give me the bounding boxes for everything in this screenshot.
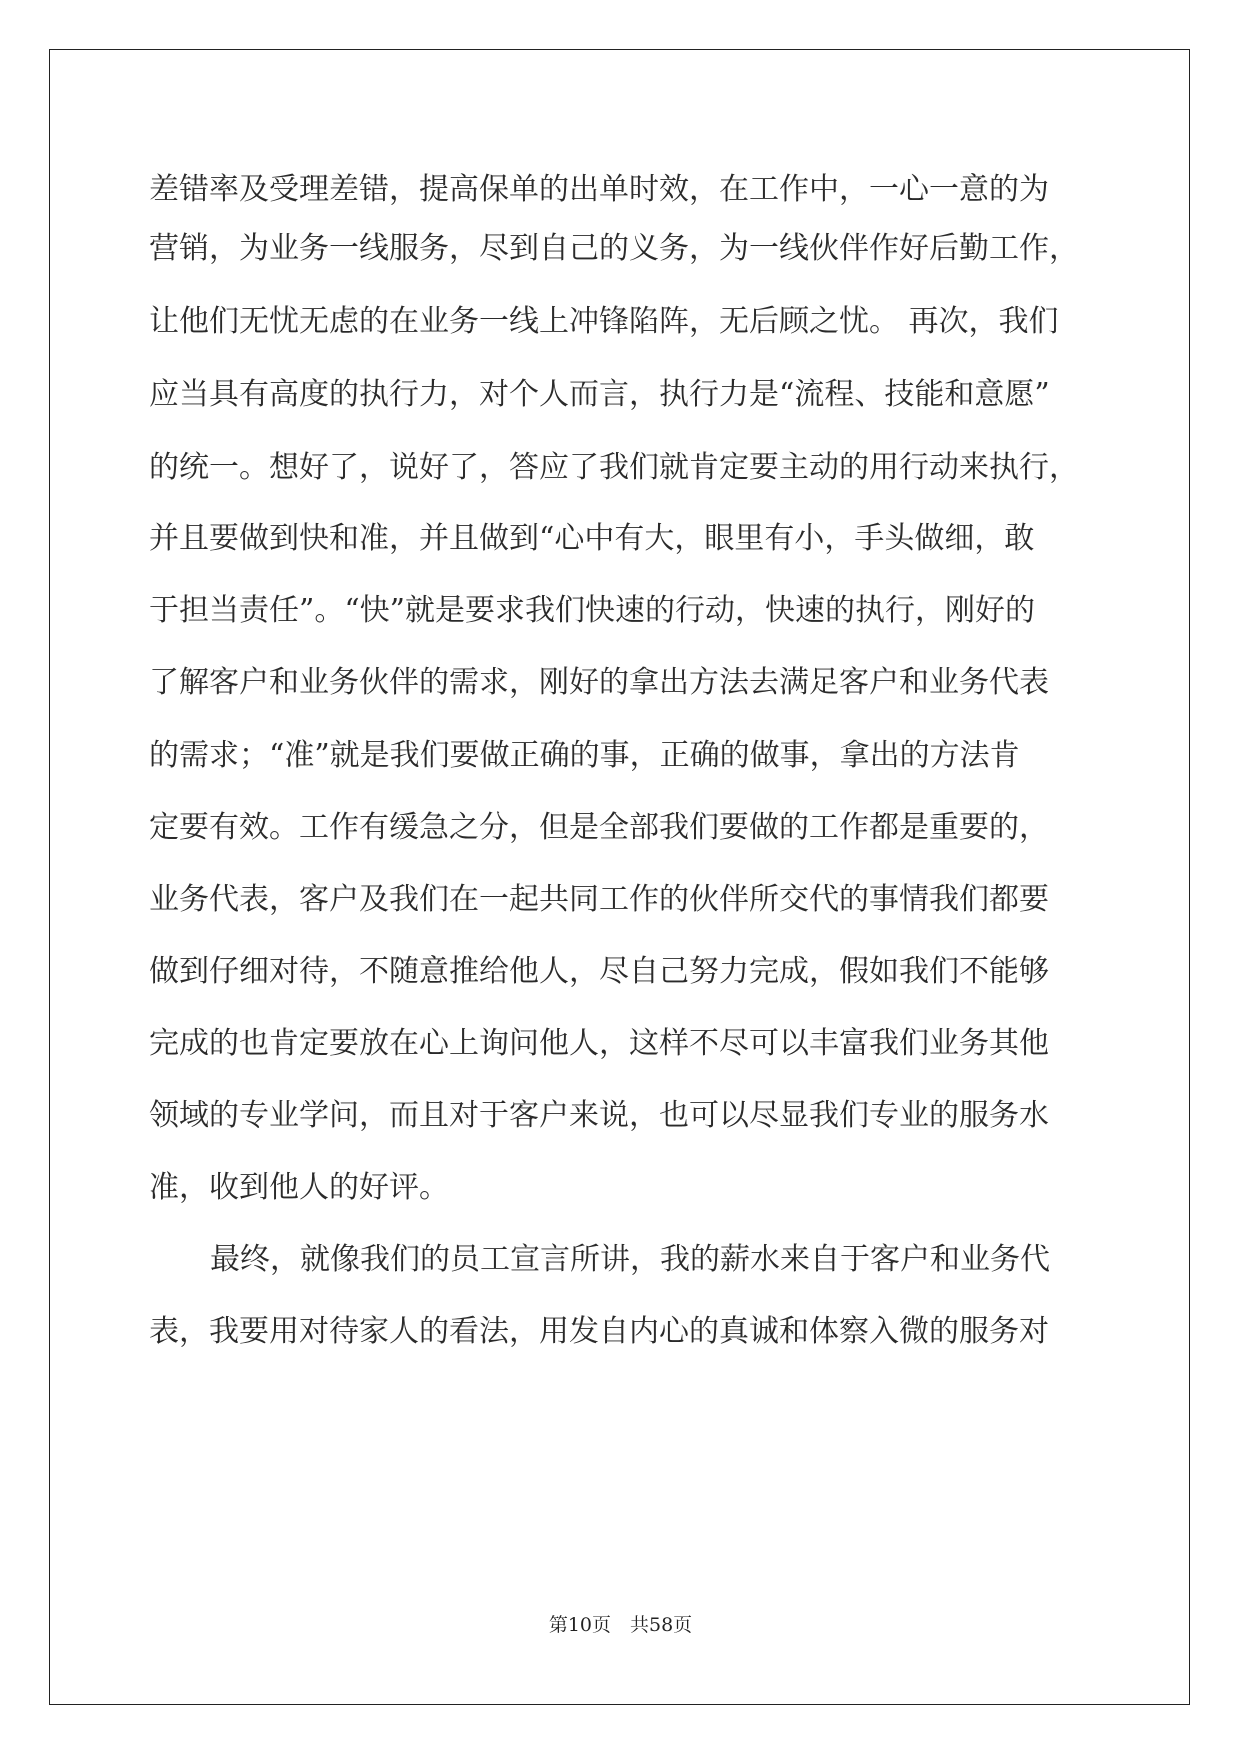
body-text-line: 表，我要用对待家人的看法，用发自内心的真诚和体察入微的服务对: [149, 1314, 1049, 1349]
paragraph-first-line: 最终，就像我们的员工宣言所讲，我的薪水来自于客户和业务代: [210, 1242, 1050, 1277]
body-text-line: 营销，为业务一线服务，尽到自己的义务，为一线伙伴作好后勤工作，: [149, 231, 1079, 266]
body-text-line: 于担当责任”。“快”就是要求我们快速的行动，快速的执行，刚好的: [149, 593, 1036, 628]
page-border: [49, 49, 1190, 1705]
body-text-line: 的需求；“准”就是我们要做正确的事，正确的做事，拿出的方法肯: [149, 738, 1020, 773]
page-number: 第10页 共58页: [548, 1614, 693, 1636]
body-text-line: 并且要做到快和准，并且做到“心中有大，眼里有小，手头做细，敢: [149, 521, 1035, 556]
body-text-line: 的统一。想好了，说好了，答应了我们就肯定要主动的用行动来执行，: [149, 450, 1079, 485]
body-text-line: 做到仔细对待，不随意推给他人，尽自己努力完成，假如我们不能够: [149, 954, 1049, 989]
body-text-line: 准，收到他人的好评。: [149, 1170, 449, 1205]
body-text-line: 让他们无忧无虑的在业务一线上冲锋陷阵，无后顾之忧。 再次，我们: [149, 304, 1059, 339]
body-text-line: 了解客户和业务伙伴的需求，刚好的拿出方法去满足客户和业务代表: [149, 665, 1049, 700]
body-text-line: 完成的也肯定要放在心上询问他人，这样不尽可以丰富我们业务其他: [149, 1026, 1049, 1061]
body-text-line: 定要有效。工作有缓急之分，但是全部我们要做的工作都是重要的，: [149, 810, 1049, 845]
body-text-line: 应当具有高度的执行力，对个人而言，执行力是“流程、技能和意愿”: [149, 377, 1050, 412]
body-text-line: 领域的专业学问，而且对于客户来说，也可以尽显我们专业的服务水: [149, 1098, 1049, 1133]
body-text-line: 差错率及受理差错，提高保单的出单时效，在工作中，一心一意的为: [149, 172, 1049, 207]
body-text-line: 业务代表，客户及我们在一起共同工作的伙伴所交代的事情我们都要: [149, 882, 1049, 917]
